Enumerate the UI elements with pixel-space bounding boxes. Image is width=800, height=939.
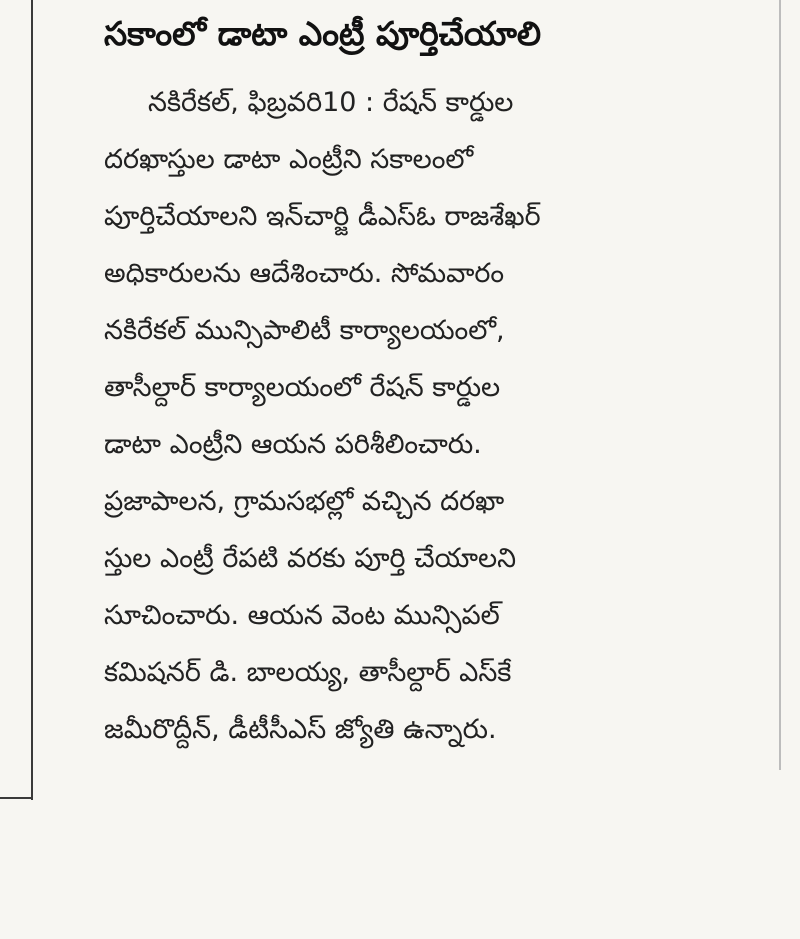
article-line: అధికారులను ఆదేశించారు. సోమవారం xyxy=(104,258,505,289)
article-line: సూచించారు. ఆయన వెంట మున్సిపల్ xyxy=(104,600,500,631)
article-headline: సకాంలో డాటా ఎంట్రీ పూర్తిచేయాలి xyxy=(104,14,542,53)
article-line: ప్రజాపాలన, గ్రామసభల్లో వచ్చిన దరఖా xyxy=(104,486,505,517)
article-line: తాసీల్దార్ కార్యాలయంలో రేషన్ కార్డుల xyxy=(104,372,501,403)
article-line: జమీరొద్దీన్, డీటీసీఎస్ జ్యోతి ఉన్నారు. xyxy=(104,714,497,745)
article-line: డాటా ఎంట్రీని ఆయన పరిశీలించారు. xyxy=(104,429,482,460)
left-column-rule xyxy=(31,0,33,800)
article-line: దరఖాస్తుల డాటా ఎంట్రీని సకాలంలో xyxy=(104,144,474,175)
news-article xyxy=(104,12,756,758)
article-line: స్తుల ఎంట్రీ రేపటి వరకు పూర్తి చేయాలని xyxy=(104,543,517,574)
right-column-rule xyxy=(779,0,781,770)
article-body xyxy=(104,74,756,758)
article-line: పూర్తిచేయాలని ఇన్‌చార్జి డీఎస్‌ఓ రాజశేఖర్ xyxy=(104,201,541,232)
page-margin xyxy=(0,820,800,939)
article-line: నకిరేకల్ మున్సిపాలిటీ కార్యాలయంలో, xyxy=(104,315,505,346)
article-line: నకిరేకల్, ఫిబ్రవరి10 : రేషన్ కార్డుల xyxy=(148,87,514,118)
left-column-foot-rule xyxy=(0,797,33,799)
article-line: కమిషనర్ డి. బాలయ్య, తాసీల్దార్ ఎస్‌కే xyxy=(104,657,512,688)
